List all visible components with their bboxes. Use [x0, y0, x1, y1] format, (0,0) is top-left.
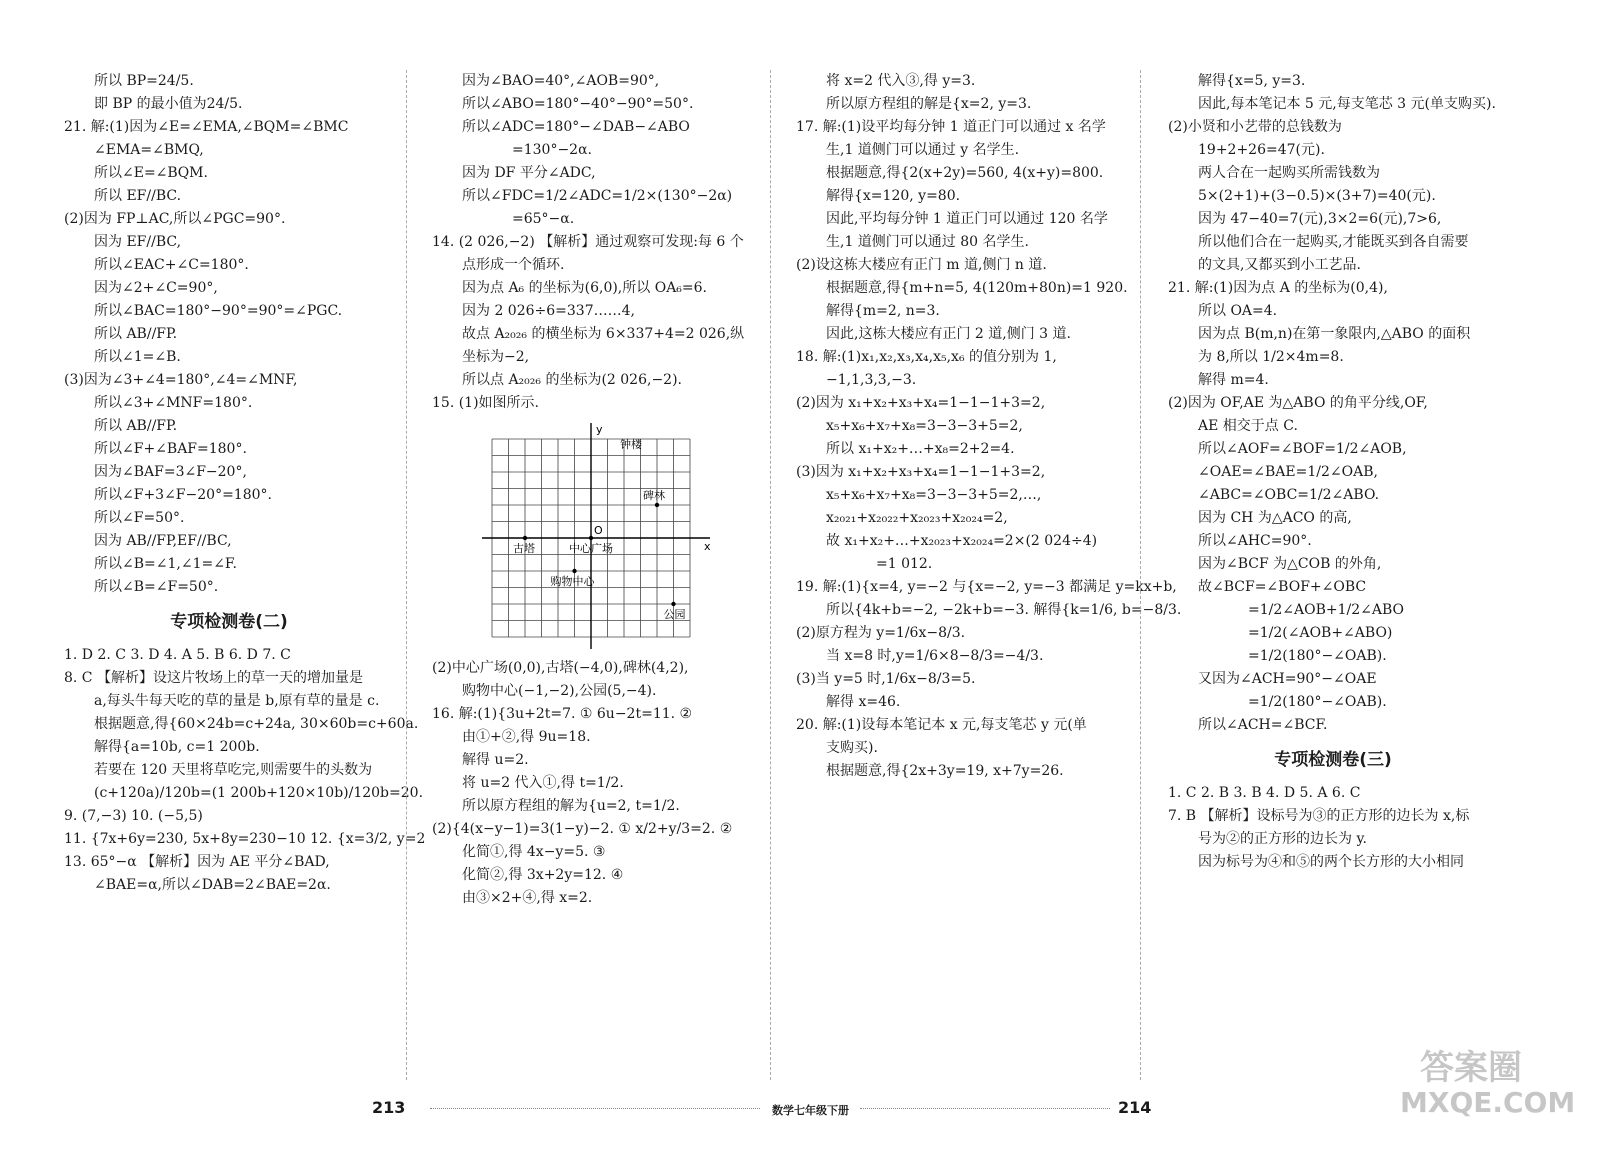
text-line: 所以∠3+∠MNF=180°.	[94, 395, 253, 411]
page-number-left: 213	[372, 1098, 406, 1117]
text-line: 坐标为−2,	[462, 349, 530, 365]
text-line: 因为点 A₆ 的坐标为(6,0),所以 OA₆=6.	[462, 280, 707, 296]
place-label: 购物中心	[550, 575, 595, 588]
map-point	[671, 602, 675, 606]
text-line: 解得{x=120, y=80.	[826, 188, 961, 204]
text-line: 所以∠AOF=∠BOF=1/2∠AOB,	[1198, 441, 1407, 457]
text-line: 将 u=2 代入①,得 t=1/2.	[462, 775, 624, 791]
text-line: 9. (7,−3) 10. (−5,5)	[64, 808, 203, 824]
text-line: =1/2∠AOB+1/2∠ABO	[1248, 602, 1404, 618]
text-line: (2)因为 FP⊥AC,所以∠PGC=90°.	[64, 211, 286, 227]
map-point	[572, 569, 576, 573]
text-line: 又因为∠ACH=90°−∠OAE	[1198, 671, 1377, 687]
place-label: 中心广场	[569, 542, 613, 555]
text-line: 故点 A₂₀₂₆ 的横坐标为 6×337+4=2 026,纵	[462, 326, 745, 342]
text-line: 根据题意,得{60×24b=c+24a, 30×60b=c+60a.	[94, 716, 419, 732]
text-line: a,每头牛每天吃的草的量是 b,原有草的量是 c.	[94, 693, 380, 709]
text-line: 18. 解:(1)x₁,x₂,x₃,x₄,x₅,x₆ 的值分别为 1,	[796, 349, 1057, 365]
text-line: 解得 x=46.	[826, 694, 901, 710]
text-line: 因此,这栋大楼应有正门 2 道,侧门 3 道.	[826, 326, 1071, 342]
text-line: (2)设这栋大楼应有正门 m 道,侧门 n 道.	[796, 257, 1047, 273]
text-line: 为 8,所以 1/2×4m=8.	[1198, 349, 1344, 365]
text-line: (3)因为 x₁+x₂+x₃+x₄=1−1−1+3=2,	[796, 464, 1046, 480]
text-line: 因此,每本笔记本 5 元,每支笔芯 3 元(单支购买).	[1198, 96, 1496, 112]
text-line: 15. (1)如图所示.	[432, 395, 539, 411]
text-line: 化简①,得 4x−y=5. ③	[462, 844, 606, 860]
text-line: 7. B 【解析】设标号为③的正方形的边长为 x,标	[1168, 808, 1470, 824]
text-line: 因为∠2+∠C=90°,	[94, 280, 218, 296]
text-line: 16. 解:(1){3u+2t=7. ① 6u−2t=11. ②	[432, 706, 693, 722]
text-line: 由①+②,得 9u=18.	[462, 729, 591, 745]
text-line: 所以 AB//FP.	[94, 418, 178, 434]
text-line: 因为 2 026÷6=337……4,	[462, 303, 635, 319]
map-point	[523, 536, 527, 540]
text-line: 将 x=2 代入③,得 y=3.	[826, 73, 976, 89]
text-line: 19+2+26=47(元).	[1198, 142, 1325, 158]
footer-rule	[860, 1108, 1110, 1109]
text-line: 因为∠BCF 为△COB 的外角,	[1198, 556, 1382, 572]
text-line: 所以∠AHC=90°.	[1198, 533, 1312, 549]
text-line: AE 相交于点 C.	[1198, 418, 1298, 434]
text-line: 21. 解:(1)因为点 A 的坐标为(0,4),	[1168, 280, 1388, 296]
coordinate-map	[462, 421, 732, 651]
text-line: 两人合在一起购买所需钱数为	[1198, 165, 1380, 181]
place-label: 钟楼	[620, 438, 642, 451]
text-line: 5×(2+1)+(3−0.5)×(3+7)=40(元).	[1198, 188, 1436, 204]
text-line: 所以∠F+3∠F−20°=180°.	[94, 487, 272, 503]
text-line: 当 x=8 时,y=1/6×8−8/3=−4/3.	[826, 648, 1044, 664]
text-line: 20. 解:(1)设每本笔记本 x 元,每支笔芯 y 元(单	[796, 717, 1087, 733]
text-line: 解得{a=10b, c=1 200b.	[94, 739, 260, 755]
x-axis-label: x	[704, 540, 711, 553]
text-line: 所以∠E=∠BQM.	[94, 165, 208, 181]
text-line: 所以原方程组的解为{u=2, t=1/2.	[462, 798, 680, 814]
map-grid	[462, 421, 732, 651]
text-line: 若要在 120 天里将草吃完,则需要牛的头数为	[94, 762, 373, 778]
text-line: 解得 u=2.	[462, 752, 529, 768]
text-line: 14. (2 026,−2) 【解析】通过观察可发现:每 6 个	[432, 234, 744, 250]
map-point	[655, 503, 659, 507]
text-line: 所以点 A₂₀₂₆ 的坐标为(2 026,−2).	[462, 372, 683, 388]
text-line: 所以∠F=50°.	[94, 510, 185, 526]
text-line: 故∠BCF=∠BOF+∠OBC	[1198, 579, 1367, 595]
watermark-url: MXQE.COM	[1400, 1086, 1576, 1119]
y-axis-label: y	[596, 423, 603, 436]
text-line: 所以 x₁+x₂+…+x₈=2+2=4.	[826, 441, 1015, 457]
column-1	[64, 70, 426, 897]
text-line: 所以原方程组的解是{x=2, y=3.	[826, 96, 1032, 112]
text-line: 解得{x=5, y=3.	[1198, 73, 1306, 89]
text-line: 支购买).	[826, 740, 878, 756]
text-line: 点形成一个循环.	[462, 257, 565, 273]
place-label: 碑林	[643, 489, 665, 502]
text-line: 号为②的正方形的边长为 y.	[1198, 831, 1367, 847]
text-line: 所以 AB//FP.	[94, 326, 178, 342]
text-line: 所以 OA=4.	[1198, 303, 1278, 319]
text-line: 因为 DF 平分∠ADC,	[462, 165, 596, 181]
text-line: 化简②,得 3x+2y=12. ④	[462, 867, 624, 883]
text-line: 的文具,又都买到小工艺品.	[1198, 257, 1361, 273]
text-line: 17. 解:(1)设平均每分钟 1 道正门可以通过 x 名学	[796, 119, 1106, 135]
text-line: 所以∠1=∠B.	[94, 349, 181, 365]
text-line: =65°−α.	[512, 211, 575, 227]
text-line: 因此,平均每分钟 1 道正门可以通过 120 名学	[826, 211, 1108, 227]
text-line: 13. 65°−α 【解析】因为 AE 平分∠BAD,	[64, 854, 330, 870]
text-line: (2)原方程为 y=1/6x−8/3.	[796, 625, 966, 641]
text-line: 所以∠EAC+∠C=180°.	[94, 257, 249, 273]
text-line: x₅+x₆+x₇+x₈=3−3−3+5=2,	[826, 418, 1023, 434]
text-line: 19. 解:(1){x=4, y=−2 与{x=−2, y=−3 都满足 y=kx+b,	[796, 579, 1177, 595]
text-line: =130°−2α.	[512, 142, 592, 158]
text-line: −1,1,3,3,−3.	[826, 372, 917, 388]
column-divider	[406, 70, 407, 1080]
text-line: 购物中心(−1,−2),公园(5,−4).	[462, 683, 657, 699]
text-line: 21. 解:(1)因为∠E=∠EMA,∠BQM=∠BMC	[64, 119, 349, 135]
text-line: 所以∠BAC=180°−90°=90°=∠PGC.	[94, 303, 343, 319]
text-line: (c+120a)/120b=(1 200b+120×10b)/120b=20.	[94, 785, 424, 801]
text-line: 所以{4k+b=−2, −2k+b=−3. 解得{k=1/6, b=−8/3.	[826, 602, 1182, 618]
place-label: 公园	[663, 608, 686, 621]
text-line: ∠EMA=∠BMQ,	[94, 142, 204, 158]
text-line: =1/2(180°−∠OAB).	[1248, 648, 1387, 664]
text-line: (3)当 y=5 时,1/6x−8/3=5.	[796, 671, 976, 687]
text-line: 由③×2+④,得 x=2.	[462, 890, 593, 906]
text-line: 即 BP 的最小值为24/5.	[94, 96, 243, 112]
text-line: 因为 47−40=7(元),3×2=6(元),7>6,	[1198, 211, 1442, 227]
text-line: 根据题意,得{2x+3y=19, x+7y=26.	[826, 763, 1064, 779]
text-line: 所以∠ACH=∠BCF.	[1198, 717, 1328, 733]
text-line: 因为标号为④和⑤的两个长方形的大小相同	[1198, 854, 1464, 870]
text-line: 故 x₁+x₂+…+x₂₀₂₃+x₂₀₂₄=2×(2 024÷4)	[826, 533, 1098, 549]
text-line: (2)因为 OF,AE 为△ABO 的角平分线,OF,	[1168, 395, 1428, 411]
text-line: 所以∠FDC=1/2∠ADC=1/2×(130°−2α)	[462, 188, 733, 204]
text-line: 所以 BP=24/5.	[94, 73, 194, 89]
text-line: 根据题意,得{2(x+2y)=560, 4(x+y)=800.	[826, 165, 1104, 181]
text-line: ∠BAE=α,所以∠DAB=2∠BAE=2α.	[94, 877, 331, 893]
text-line: 生,1 道侧门可以通过 y 名学生.	[826, 142, 1020, 158]
text-line: =1 012.	[876, 556, 933, 572]
place-label: 古塔	[513, 542, 535, 555]
column-4	[1168, 70, 1498, 874]
text-line: (2){4(x−y−1)=3(1−y)−2. ① x/2+y/3=2. ②	[432, 821, 733, 837]
text-line: 因为 EF//BC,	[94, 234, 182, 250]
text-line: 所以∠ADC=180°−∠DAB−∠ABO	[462, 119, 690, 135]
text-line: 所以∠ABO=180°−40°−90°=50°.	[462, 96, 694, 112]
text-line: 8. C 【解析】设这片牧场上的草一天的增加量是	[64, 670, 363, 686]
column-3	[796, 70, 1182, 783]
text-line: 11. {7x+6y=230, 5x+8y=230−10 12. {x=3/2, y=2	[64, 831, 426, 847]
text-line: 解得{m=2, n=3.	[826, 303, 940, 319]
text-line: 所以他们合在一起购买,才能既买到各自需要	[1198, 234, 1469, 250]
text-line: 所以∠B=∠1,∠1=∠F.	[94, 556, 237, 572]
text-line: 1. C 2. B 3. B 4. D 5. A 6. C	[1168, 785, 1361, 801]
text-line: ∠ABC=∠OBC=1/2∠ABO.	[1198, 487, 1380, 503]
text-line: 生,1 道侧门可以通过 80 名学生.	[826, 234, 1029, 250]
footer-rule	[430, 1108, 760, 1109]
text-line: 所以∠B=∠F=50°.	[94, 579, 219, 595]
column-divider	[1140, 70, 1141, 1080]
text-line: (2)中心广场(0,0),古塔(−4,0),碑林(4,2),	[432, 660, 689, 676]
text-line: =1/2(180°−∠OAB).	[1248, 694, 1387, 710]
origin-label: O	[594, 524, 603, 537]
text-line: x₅+x₆+x₇+x₈=3−3−3+5=2,…,	[826, 487, 1042, 503]
book-title: 数学七年级下册	[772, 1104, 849, 1117]
text-line: (2)小贤和小艺带的总钱数为	[1168, 119, 1342, 135]
section-title: 专项检测卷(三)	[1274, 750, 1392, 770]
column-2	[432, 70, 762, 910]
text-line: (2)因为 x₁+x₂+x₃+x₄=1−1−1+3=2,	[796, 395, 1046, 411]
watermark-logo: 答案圈	[1420, 1048, 1522, 1088]
text-line: 因为点 B(m,n)在第一象限内,△ABO 的面积	[1198, 326, 1471, 342]
text-line: x₂₀₂₁+x₂₀₂₂+x₂₀₂₃+x₂₀₂₄=2,	[826, 510, 1008, 526]
text-line: 因为 AB//FP,EF//BC,	[94, 533, 232, 549]
text-line: ∠OAE=∠BAE=1/2∠OAB,	[1198, 464, 1378, 480]
column-divider	[770, 70, 771, 1080]
map-point	[589, 536, 593, 540]
page-number-right: 214	[1118, 1098, 1152, 1117]
text-line: (3)因为∠3+∠4=180°,∠4=∠MNF,	[64, 372, 298, 388]
text-line: 因为 CH 为△ACO 的高,	[1198, 510, 1352, 526]
text-line: 因为∠BAF=3∠F−20°,	[94, 464, 247, 480]
text-line: =1/2(∠AOB+∠ABO)	[1248, 625, 1393, 641]
text-line: 所以∠F+∠BAF=180°.	[94, 441, 247, 457]
text-line: 1. D 2. C 3. D 4. A 5. B 6. D 7. C	[64, 647, 291, 663]
text-line: 根据题意,得{m+n=5, 4(120m+80n)=1 920.	[826, 280, 1128, 296]
text-line: 解得 m=4.	[1198, 372, 1269, 388]
text-line: 因为∠BAO=40°,∠AOB=90°,	[462, 73, 660, 89]
text-line: 所以 EF//BC.	[94, 188, 182, 204]
section-title: 专项检测卷(二)	[170, 612, 288, 632]
